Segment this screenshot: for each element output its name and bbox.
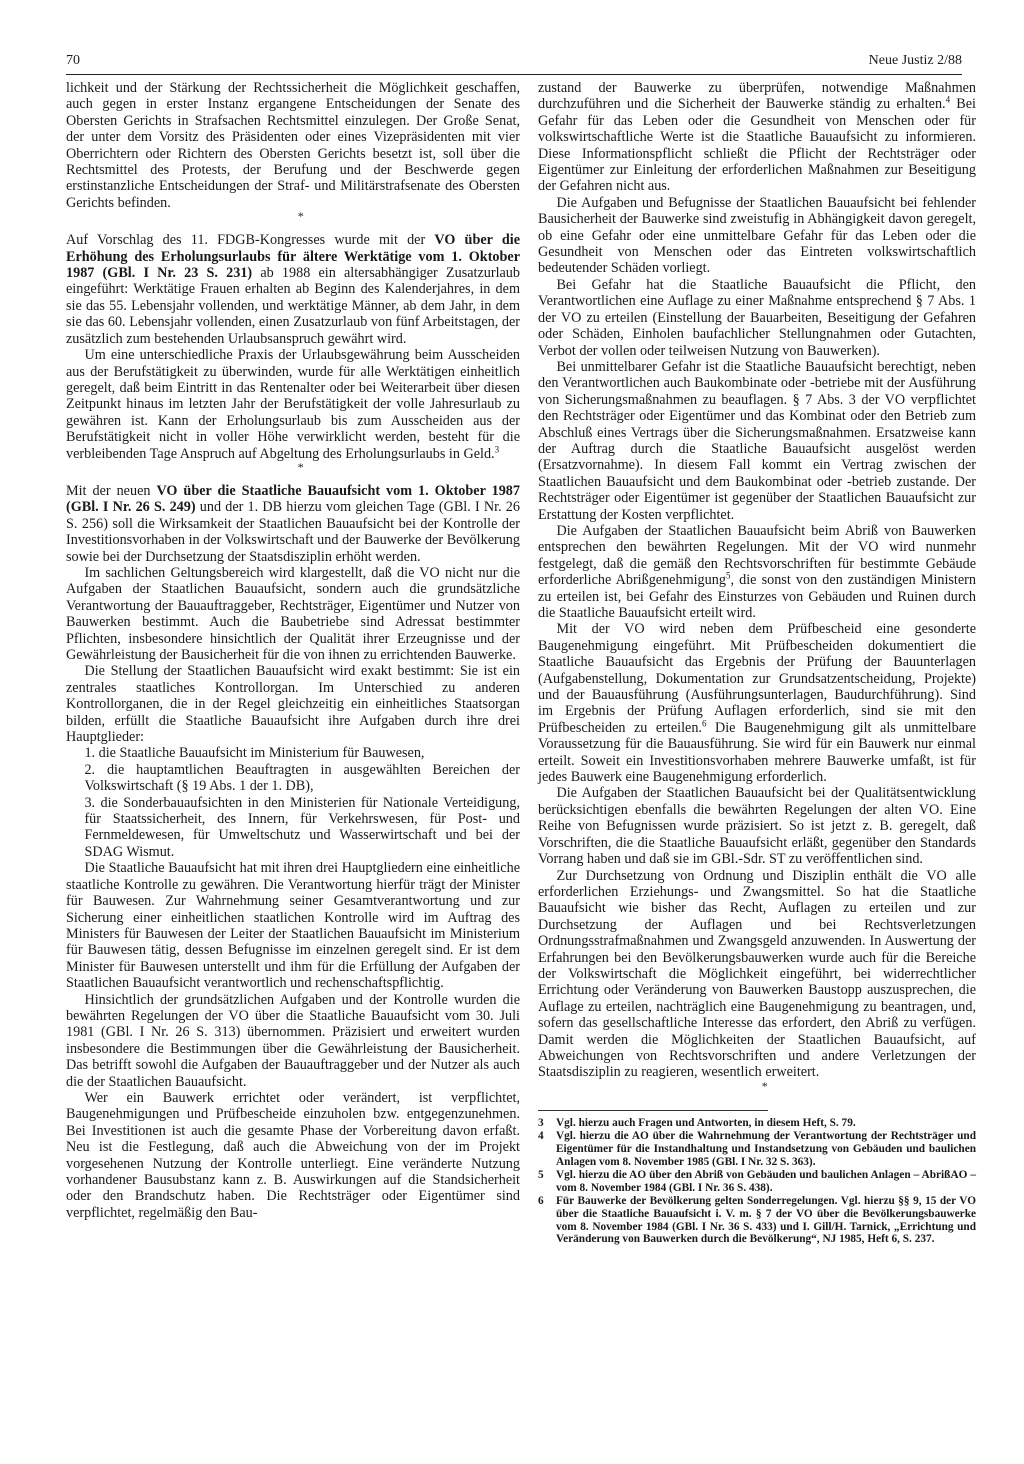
paragraph: Zur Durchsetzung von Ordnung und Disziplin enthält die VO alle erforderlichen Erziehungs- und Zwangsmittel. So hat die Staatliche Bauaufsicht wie bisher das Recht, Auflagen zu erteilen und zur Durchsetzung der Auflagen und bei Rechtsverletzungen Ordnungsstrafmaßnahmen und Zwangsgeld anzuwenden. In Auswertung der Erfahrungen bei den Bevölkerungsbauwerken wurde auch für die Bereiche der Volkswirtschaft die Möglichkeit eingeführt, bei widerrechtlicher Errichtung oder Veränderung von Bauwerken Baustopp auszusprechen, die Auflage zu erteilen, nachträglich eine Baugenehmigung zu beantragen, und, sofern das gesellschaftliche Interesse das erfordert, den Abriß zu verfügen. Damit werden die Möglichkeiten der Staatlichen Bauaufsicht, auf Abweichungen von Rechtsvorschriften und andere Verletzungen der Staatsdisziplin zu reagieren, wesentlich erweitert. <box>538 867 976 1081</box>
paragraph: Hinsichtlich der grundsätzlichen Aufgaben und der Kontrolle wurden die bewährten Regelungen der VO über die Staatliche Bauaufsicht vom 30. Juli 1981 (GBl. I Nr. 26 S. 313) übernommen. Präzisiert und erweitert wurden insbesondere die Bestimmungen über die Gewährleistung der Bausicherheit. Das betrifft sowohl die Aufgaben der Bauauftraggeber und der Nutzer als auch die der Staatlichen Bauaufsicht. <box>66 991 520 1090</box>
footnote-ref: 6 <box>701 718 707 729</box>
footnote-text: Für Bauwerke der Bevölkerung gelten Sonderregelungen. Vgl. hierzu §§ 9, 15 der VO über die Staatliche Bauaufsicht i. V. m. § 7 der VO über die Bevölkerungsbauwerke vom 8. November 1984 (GBl. I Nr. 36 S. 433) und I. Gill/H. Tarnick, „Errichtung und Veränderung von Bauwerken durch die Bevölkerung“, NJ 1985, Heft 6, S. 237. <box>556 1195 976 1246</box>
footnote-number: 5 <box>538 1169 544 1182</box>
footnote <box>538 1169 976 1194</box>
paragraph: Die Staatliche Bauaufsicht hat mit ihren drei Hauptgliedern eine einheitliche staatliche Kontrolle zu gewähren. Die Verantwortung hierfür trägt der Minister für Bauwesen. Zur Wahrnehmung seiner Gesamtverantwortung und zur Sicherung einer einheitlichen staatlichen Kontrolle wird im Auftrag des Ministers für Bauwesen der Leiter der Staatlichen Bauaufsicht im Ministerium für Bauwesen tätig, dessen Befugnisse im einzelnen geregelt sind. Er ist dem Minister für Bauwesen unterstellt und ihm für die Erfüllung der Aufgaben der Staatlichen Bauaufsicht verantwortlich und rechenschaftspflichtig. <box>66 860 520 992</box>
right-column <box>538 80 976 1247</box>
page-header <box>66 50 962 75</box>
text-run: Die Baugenehmigung gilt als unmittelbare Voraussetzung für die Bauausführung. Sie wird für ein Bauwerk nur einmal erteilt. Soweit ein Investitionsvorhaben mehrere Bauwerke umfaßt, ist für jedes Bauwerk eine Baugenehmigung erforderlich. <box>538 719 976 786</box>
text-run: Auf Vorschlag des 11. FDGB-Kongresses wurde mit der <box>66 232 435 249</box>
law-reference: VO über die Staatliche Bauaufsicht vom 1. Oktober 1987 (GBl. I Nr. 26 S. 249) <box>66 482 520 516</box>
paragraph-bauaufsicht <box>66 483 520 565</box>
paragraph-urlaub <box>66 232 520 347</box>
list-item: 1. die Staatliche Bauaufsicht im Ministerium für Bauwesen, <box>84 745 425 762</box>
footnote <box>538 1130 976 1168</box>
text-run: Mit der VO wird neben dem Prüfbescheid eine gesonderte Baugenehmigung eingeführt. Mit Prüfbescheiden dokumentiert die Staatliche Bauaufsicht das Ergebnis der Prüfung der Bauunterlagen (Aufgabenstellung, Dokumentation zur Grundsatzentscheidung, Projekte) und der Bauausführung (Ausführungsunterlagen, Baudurchführung). Sind im Ergebnis der Prüfung Auflagen erforderlich, sind sie mit den Prüfbescheiden zu erteilen. <box>538 621 976 736</box>
law-reference: VO über die Erhöhung des Erholungsurlaubs für ältere Werktätige vom 1. Oktober 1987 (GBl. I Nr. 23 S. 231) <box>66 232 520 282</box>
page-number: 70 <box>66 53 80 68</box>
footnote-ref: 5 <box>725 570 731 581</box>
footnote <box>538 1195 976 1245</box>
footnote-text: Vgl. hierzu die AO über den Abriß von Gebäuden und baulichen Anlagen – AbrißAO – vom 8. November 1984 (GBl. I Nr. 36 S. 438). <box>556 1169 976 1194</box>
paragraph <box>538 80 976 195</box>
left-column <box>66 80 520 1221</box>
paragraph <box>66 347 520 462</box>
footnote <box>538 1117 976 1130</box>
text-run: Um eine unterschiedliche Praxis der Urlaubsgewährung beim Ausscheiden aus der Berufstätigkeit zu überwinden, wurde für alle Werktätigen einheitlich geregelt, daß beim Eintritt in das Rentenalter oder bei Weiterarbeit über diesen Zeitpunkt hinaus im letzten Jahr der Berufstätigkeit der volle Jahresurlaub zu gewähren ist. Kann der Erholungsurlaub bis zum Ausscheiden aus der Berufstätigkeit nicht in voller Höhe verwirklicht werden, besteht für die verbleibenden Tage Anspruch auf Abgeltung des Erholungsurlaubs in Geld. <box>66 347 520 462</box>
footnote-number: 3 <box>538 1116 544 1129</box>
paragraph: Die Aufgaben und Befugnisse der Staatlichen Bauaufsicht bei fehlender Bausicherheit der Bauwerke sind zweistufig in Abhängigkeit davon geregelt, ob eine Gefahr oder eine unmittelbare Gefahr für das Leben oder die Gesundheit von Menschen oder das Eintreten volkswirtschaftlich bedeutender Schäden vorliegt. <box>538 194 976 277</box>
paragraph <box>538 523 976 621</box>
footnote-rule <box>538 1110 768 1111</box>
footnotes <box>538 1117 976 1246</box>
text-run: , die sonst von den zuständigen Ministern zu erteilen ist, bei Gefahr des Einsturzes von Gebäuden und Ruinen durch die Staatliche Bauaufsicht erteilt wird. <box>538 572 976 621</box>
paragraph: Bei Gefahr hat die Staatliche Bauaufsicht die Pflicht, den Verantwortlichen eine Auflage zu einer Maßnahme entsprechend § 7 Abs. 1 der VO zu erteilen (Einstellung der Bauarbeiten, Beseitigung der Gefahren oder Schäden, Einholen baufachlicher Stellungnahmen oder Gutachten, Verbot der vollen oder teilweisen Nutzung von Bauwerken). <box>538 276 976 359</box>
paragraph <box>538 621 976 785</box>
paragraph: Die Stellung der Staatlichen Bauaufsicht wird exakt bestimmt: Sie ist ein zentrales staatliches Kontrollorgan. Im Unterschied zu anderen Kontrollorganen, die in der Regel gleichzeitig ein einheitliches Staatsorgan bilden, erfüllt die Staatliche Bauaufsicht ihre Aufgaben durch ihre drei Hauptglieder: <box>66 663 520 746</box>
paragraph: lichkeit und der Stärkung der Rechtssicherheit die Möglichkeit geschaffen, auch gegen in erster Instanz ergangene Entscheidungen der Senate des Obersten Gerichts in Strafsachen Rechtsmittel einzulegen. Der Große Senat, der unter dem Vorsitz des Präsidenten oder eines Vizepräsidenten mit vier Oberrichtern oder Richtern des Obersten Gerichts besetzt ist, soll über die Rechtsmittel des Protests, der Berufung und der Beschwerde gegen erstinstanzliche Entscheidungen der Straf- und Militärstrafsenate des Obersten Gerichts befinden. <box>66 80 520 211</box>
paragraph: Die Aufgaben der Staatlichen Bauaufsicht bei der Qualitätsentwicklung berücksichtigen ebenfalls die bewährten Regelungen der alten VO. Eine Reihe von Befugnissen wurde präzisiert. So ist jetzt z. B. geregelt, daß Vorschriften, die die Staatliche Bauaufsicht erläßt, gegenüber den Standards Vorrang haben und daß sie im GBl.-Sdr. ST zu veröffentlichen sind. <box>538 785 976 868</box>
text-run: zustand der Bauwerke zu überprüfen, notwendige Maßnahmen durchzuführen und die Sicherheit der Bauwerke ständig zu erhalten. <box>538 80 976 113</box>
paragraph: Im sachlichen Geltungsbereich wird klargestellt, daß die VO nicht nur die Aufgaben der Staatlichen Bauaufsicht, sondern auch die grundsätzliche Verantwortung der Bauauftraggeber, Rechtsträger, Eigentümer und Nutzer von Bauwerken bestimmt. Auch die Baubetriebe sind Adressat bestimmter Pflichten, insbesondere hinsichtlich der Qualität ihrer Erzeugnisse und der Gewährleistung der Bausicherheit für die von ihnen zu errichtenden Bauwerke. <box>66 564 520 663</box>
text-run: Mit der neuen <box>66 482 157 499</box>
section-separator: * <box>297 459 304 474</box>
footnote-text: Vgl. hierzu die AO über die Wahrnehmung der Verantwortung der Rechtsträger und Eigentümer für die Instandhaltung und Instandsetzung von Gebäuden und baulichen Anlagen vom 8. November 1985 (GBl. I Nr. 32 S. 363). <box>556 1130 976 1168</box>
list-item: 2. die hauptamtlichen Beauftragten in ausgewählten Bereichen der Volkswirtschaft (§ 19 Abs. 1 der 1. DB), <box>84 761 520 795</box>
text-run: Bei Gefahr für das Leben oder die Gesundheit von Menschen oder für volkswirtschaftliche Werte ist die Staatliche Bauaufsicht zu informieren. Diese Informationspflicht schließt die Pflicht der Rechtsträger oder Eigentümer zur Einleitung der erforderlichen Maßnahmen zur Beseitigung der Gefahren nicht aus. <box>538 96 977 195</box>
footnote-text: Vgl. hierzu auch Fragen und Antworten, in diesem Heft, S. 79. <box>556 1116 856 1129</box>
footnote-ref: 4 <box>945 94 951 105</box>
section-separator: * <box>761 1078 768 1093</box>
list-item: 3. die Sonderbauaufsichten in den Ministerien für Nationale Verteidigung, für Staatssicherheit, des Innern, für Verkehrswesen, für Post- und Fernmeldewesen, für Umweltschutz und Wasserwirtschaft und bei der SDAG Wismut. <box>84 794 520 860</box>
journal-title: Neue Justiz 2/88 <box>868 53 962 68</box>
footnote-number: 6 <box>538 1195 544 1208</box>
paragraph: Wer ein Bauwerk errichtet oder verändert, ist verpflichtet, Baugenehmigungen und Prüfbescheide einzuholen bzw. entgegenzunehmen. Bei Investitionen ist auch die gesamte Phase der Vorbereitung davon erfaßt. Neu ist die Festlegung, daß auch die Abweichung von der im Projekt vorgesehenen Nutzung der Kontrolle unterliegt. Eine veränderte Nutzung vorhandener Bausubstanz kann z. B. Auswirkungen auf die Standsicherheit oder den Brandschutz haben. Die Rechtsträger oder Eigentümer sind verpflichtet, regelmäßig den Bau- <box>66 1089 520 1221</box>
footnote-ref: 3 <box>494 443 500 454</box>
paragraph: Bei unmittelbarer Gefahr ist die Staatliche Bauaufsicht berechtigt, neben den Verantwortlichen auch Baukombinate oder -betriebe mit der Ausführung von Sicherungsmaßnahmen zu beauflagen. § 7 Abs. 3 der VO verpflichtet den Rechtsträger oder Eigentümer und das Kombinat oder den Betrieb zum Abschluß eines Vertrags über die Sicherungsmaßnahmen. Ersatzweise kann der Auftrag durch die Staatliche Bauaufsicht ausgelöst werden (Ersatzvornahme). In diesem Fall kommt ein Vertrag zwischen der Staatlichen Bauaufsicht und dem Baukombinat oder -betrieb zustande. Der Rechtsträger oder Eigentümer ist gegenüber der Staatlichen Bauaufsicht zur Erstattung der Kosten verpflichtet. <box>538 358 976 523</box>
text-run: ab 1988 ein altersabhängiger Zusatzurlaub eingeführt: Werktätige Frauen erhalten ab Beginn des Kalenderjahres, in dem sie das 55. Lebensjahr vollenden, und werktätige Männer, ab dem Jahr, in dem sie das 60. Lebensjahr vollenden, einen Zusatzurlaub von fünf Arbeitstagen, der zusätzlich zum bestehenden Urlaubsanspruch gewährt wird. <box>66 265 520 347</box>
footnote-number: 4 <box>538 1130 544 1143</box>
text-run: Die Aufgaben der Staatlichen Bauaufsicht beim Abriß von Bauwerken entsprechen den bewährten Regelungen. Mit der VO wird nunmehr festgelegt, daß die gemäß den Rechtsvorschriften für bestimmte Gebäude erforderliche Abrißgenehmigung <box>538 522 976 589</box>
section-separator: * <box>297 209 304 224</box>
text-run: und der 1. DB hierzu vom gleichen Tage (GBl. I Nr. 26 S. 256) soll die Wirksamkeit der Staatlichen Bauaufsicht bei der Kontrolle der Investitionsvorhaben in der Volkswirtschaft und der Bauwerke der Bevölkerung sowie bei der Durchsetzung der Staatsdisziplin erhöht werden. <box>66 499 520 565</box>
